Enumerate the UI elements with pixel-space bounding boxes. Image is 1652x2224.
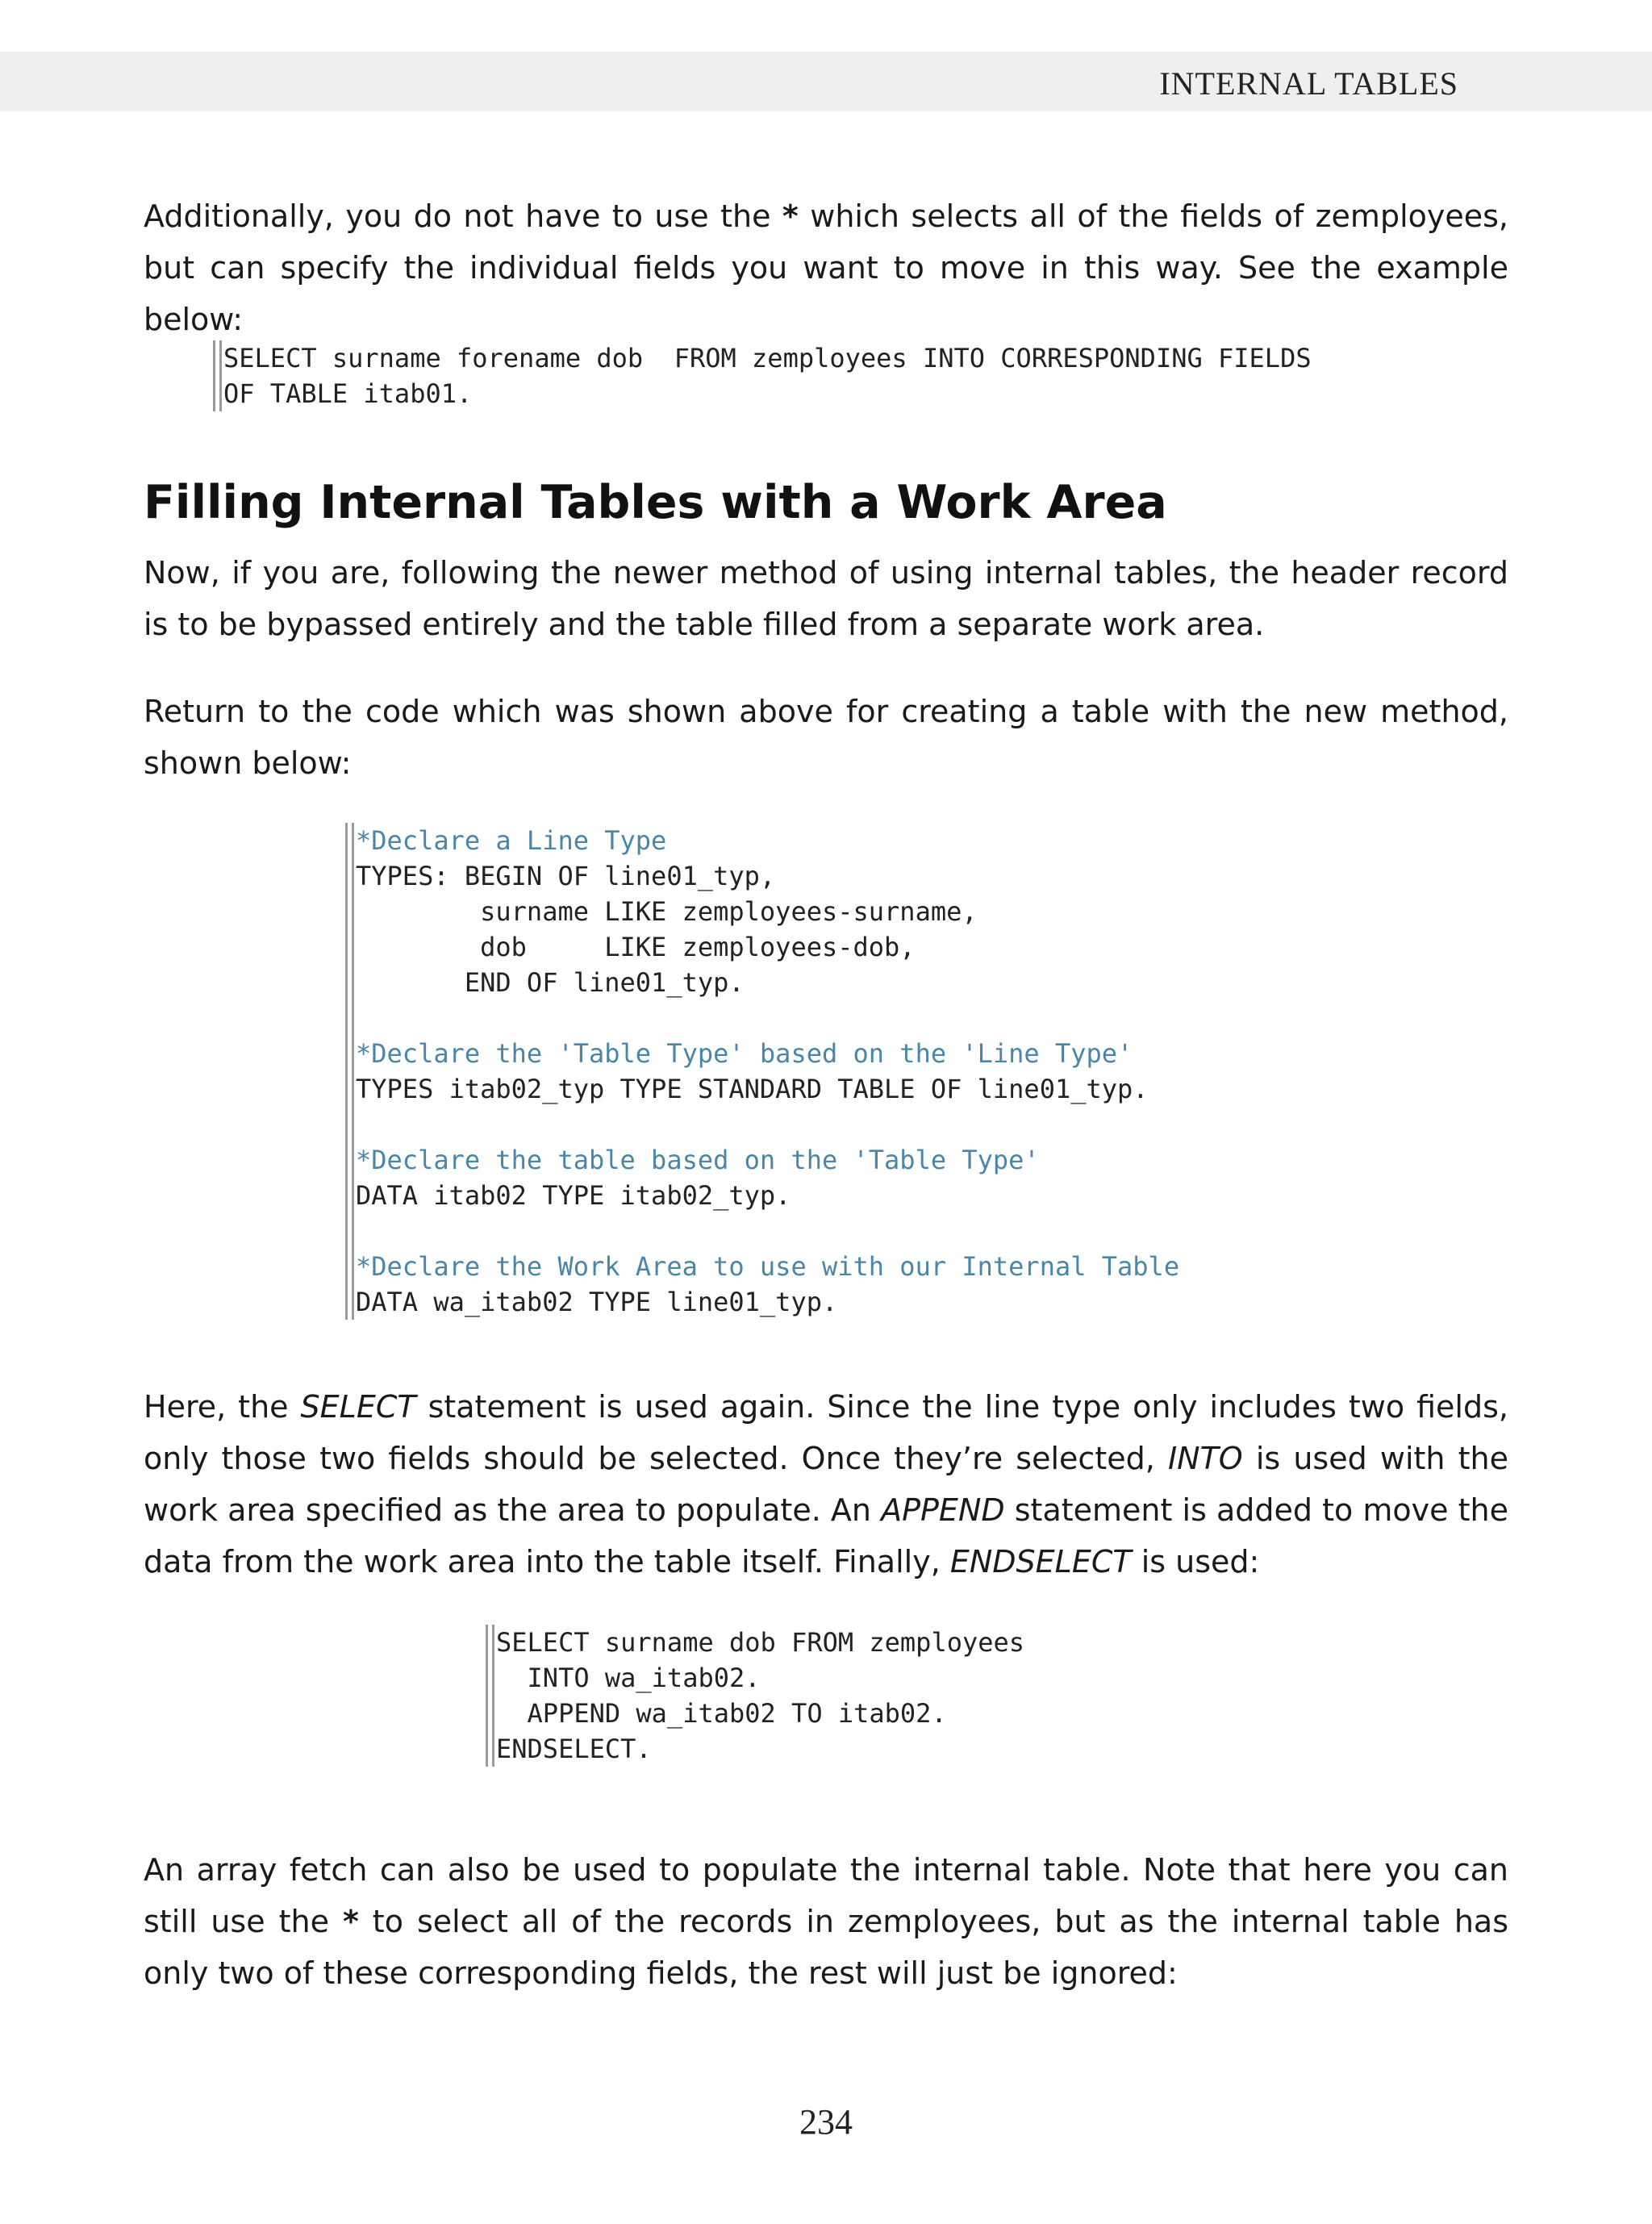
code-comment: *Declare a Line Type [356,825,667,856]
code-line: DATA itab02 TYPE itab02_typ. [356,1180,791,1211]
code-line: TYPES itab02_typ TYPE STANDARD TABLE OF line01_typ. [356,1074,1149,1104]
code-comment: *Declare the 'Table Type' based on the 'Line Type' [356,1038,1133,1069]
keyword-into: INTO [1167,1441,1243,1476]
paragraph-array-fetch [144,1844,1508,1999]
paragraph-return-to-code: Return to the code which was shown above for creating a table with the new method, shown below: [144,694,1508,781]
paragraph-newer-method: Now, if you are, following the newer method of using internal tables, the header record is to be bypassed entirely and the table filled from a separate work area. [144,555,1508,642]
code-block-select-corresponding [213,340,1312,411]
running-header: INTERNAL TABLES [1159,65,1458,102]
page-number: 234 [799,2102,853,2142]
paragraph-text: An array fetch can also be used to populate the internal table. Note that here you can still use the [144,1852,1508,1939]
code-line: SELECT surname forename dob FROM zemployees INTO CORRESPONDING FIELDS [223,343,1312,373]
code-blank-line [356,1107,1179,1142]
code-line: ENDSELECT. [496,1734,652,1764]
code-line: DATA wa_itab02 TYPE line01_typ. [356,1287,838,1317]
code-line: INTO wa_itab02. [496,1663,761,1693]
paragraph-text: is used: [1131,1544,1260,1579]
paragraph-intro-text-a: Additionally, you do not have to use the [144,198,782,234]
code-line: surname LIKE zemployees-surname, [356,896,978,927]
paragraph-text: to select all of the records in zemployees, but as the internal table has only two of these corresponding fields, the rest will just be ignored: [144,1904,1508,1991]
code-line: APPEND wa_itab02 TO itab02. [496,1698,947,1729]
keyword-endselect: ENDSELECT [949,1544,1132,1579]
code-block-type-declarations [345,823,1179,1320]
paragraph-intro-text-c: which selects all of the fields of zemployees, but can specify the individual fields you want to move in this way. See the example below: [144,198,1508,337]
code-comment: *Declare the Work Area to use with our Internal Table [356,1251,1180,1282]
code-line: SELECT surname dob FROM zemployees [496,1627,1025,1658]
section-heading: Filling Internal Tables with a Work Area [144,476,1167,529]
code-block-select-loop [486,1625,1024,1767]
paragraph-text: is used with the work area specified as the area to populate. An [144,1441,1508,1528]
asterisk-symbol: * [782,198,799,234]
paragraph-text: statement is added to move the data from the work area into the table itself. Finally, [144,1492,1508,1579]
code-line: TYPES: BEGIN OF line01_typ, [356,861,776,891]
keyword-append: APPEND [881,1492,1005,1528]
paragraph-text: statement is used again. Since the line type only includes two fields, only those two fields should be selected. Once they’re selected, [144,1389,1508,1476]
keyword-select: SELECT [300,1389,416,1425]
paragraph-intro [144,190,1508,345]
code-blank-line [356,1000,1179,1036]
code-comment: *Declare the table based on the 'Table Type' [356,1145,1040,1175]
code-blank-line [356,1213,1179,1249]
code-line: OF TABLE itab01. [223,378,473,409]
paragraph-text: Here, the [144,1389,301,1425]
code-line: dob LIKE zemployees-dob, [356,932,916,962]
code-line: END OF line01_typ. [356,967,745,998]
asterisk-symbol: * [342,1904,359,1939]
paragraph-select-explanation [144,1381,1508,1588]
